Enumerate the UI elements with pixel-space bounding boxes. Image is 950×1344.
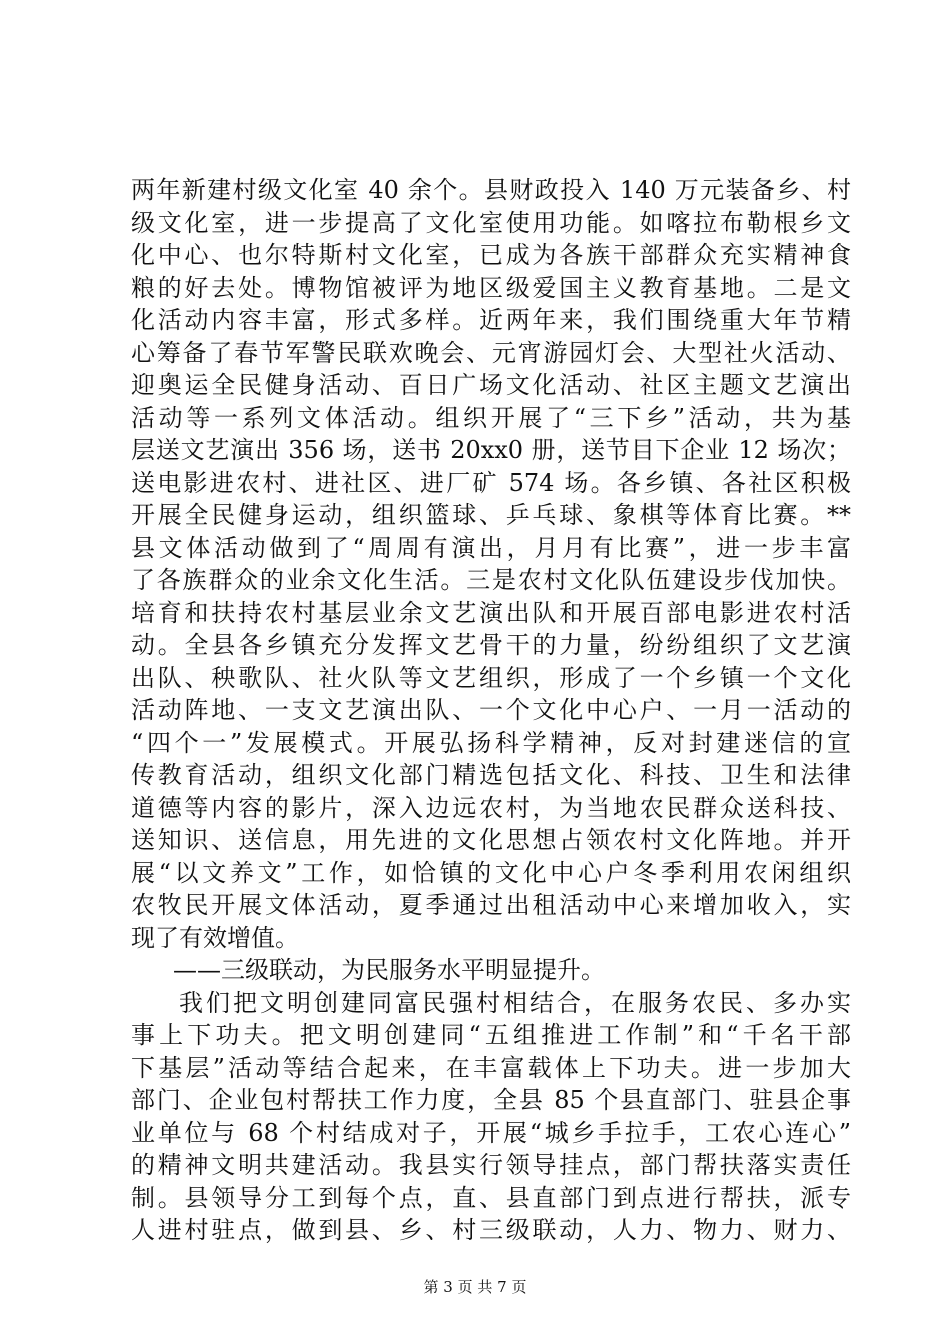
text-line: “四个一”发展模式。开展弘扬科学精神，反对封建迷信的宣 [131,728,851,757]
text-line: 级文化室，进一步提高了文化室使用功能。如喀拉布勒根乡文 [131,208,851,237]
text-line: 培育和扶持农村基层业余文艺演出队和开展百部电影进农村活 [131,598,851,627]
text-line: 化活动内容丰富，形式多样。近两年来，我们围绕重大年节精 [131,306,851,334]
text-line: 出队、秧歌队、社火队等文艺组织，形成了一个乡镇一个文化 [131,663,851,692]
text-line: 开展全民健身运动，组织篮球、乒乓球、象棋等体育比赛。** [131,501,851,529]
text-line: 业单位与 68 个村结成对子，开展“城乡手拉手，工农心连心” [131,1118,851,1147]
text-line: 现了有效增值。 [131,923,299,952]
text-line: 制。县领导分工到每个点，直、县直部门到点进行帮扶，派专 [131,1183,851,1212]
body-text [131,174,851,1247]
text-line: 了各族群众的业余文化生活。三是农村文化队伍建设步伐加快。 [131,566,851,594]
text-line: 送电影进农村、进社区、进厂矿 574 场。各乡镇、各社区积极 [131,468,851,497]
text-line: 展“以文养文”工作，如恰镇的文化中心户冬季利用农闲组织 [131,858,851,887]
text-line: 事上下功夫。把文明创建同“五组推进工作制”和“千名干部 [131,1021,851,1049]
page-number-footer: 第 3 页 共 7 页 [423,1278,527,1296]
text-line: 迎奥运全民健身活动、百日广场文化活动、社区主题文艺演出 [131,371,851,399]
text-line: 传教育活动，组织文化部门精选包括文化、科技、卫生和法律 [131,761,851,789]
text-line: 部门、企业包村帮扶工作力度，全县 85 个县直部门、驻县企事 [131,1086,851,1114]
text-line: 层送文艺演出 356 场，送书 20xx0 册，送节目下企业 12 场次； [131,436,851,464]
text-line: 动。全县各乡镇充分发挥文艺骨干的力量，纷纷组织了文艺演 [131,631,851,659]
text-line: 活动等一系列文体活动。组织开展了“三下乡”活动，共为基 [131,403,851,432]
text-line: 人进村驻点，做到县、乡、村三级联动，人力、物力、财力、 [131,1216,851,1244]
section-subheading: ——三级联动，为民服务水平明显提升。 [173,956,605,984]
text-line: 县文体活动做到了“周周有演出，月月有比赛”，进一步丰富 [131,533,851,562]
text-line: 的精神文明共建活动。我县实行领导挂点，部门帮扶落实责任 [131,1151,851,1179]
text-line: 心筹备了春节军警民联欢晚会、元宵游园灯会、大型社火活动、 [131,338,851,367]
text-line: 粮的好去处。博物馆被评为地区级爱国主义教育基地。二是文 [131,273,851,302]
text-line: 活动阵地、一支文艺演出队、一个文化中心户、一月一活动的 [131,696,851,724]
text-line: 化中心、也尔特斯村文化室，已成为各族干部群众充实精神食 [131,241,851,269]
text-line: 下基层”活动等结合起来，在丰富载体上下功夫。进一步加大 [131,1053,851,1082]
text-line: 两年新建村级文化室 40 余个。县财政投入 140 万元装备乡、村 [131,176,851,204]
text-line: 我们把文明创建同富民强村相结合，在服务农民、多办实 [179,988,851,1017]
text-line: 送知识、送信息，用先进的文化思想占领农村文化阵地。并开 [131,826,851,854]
text-line: 农牧民开展文体活动，夏季通过出租活动中心来增加收入，实 [131,891,851,919]
text-line: 道德等内容的影片，深入边远农村，为当地农民群众送科技、 [131,793,851,822]
